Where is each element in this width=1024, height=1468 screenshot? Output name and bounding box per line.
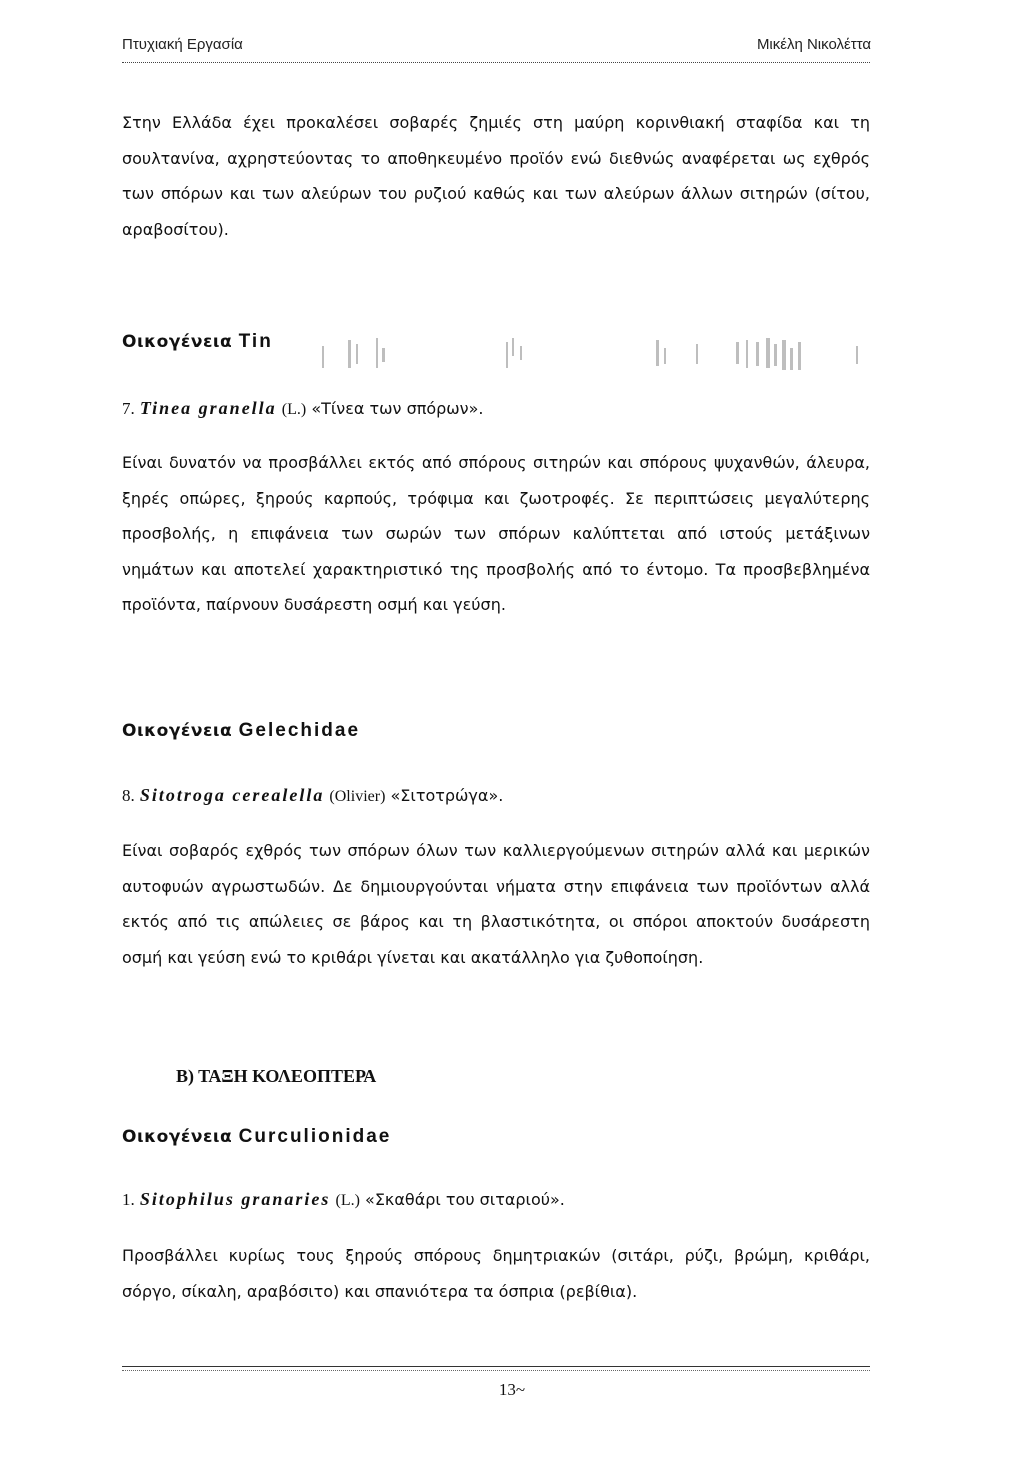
species-latin-name: Sitophilus granaries xyxy=(139,1189,331,1209)
species-7-heading xyxy=(122,398,484,419)
species-author: (L.) xyxy=(281,401,307,418)
order-heading: Β) ΤΑΞΗ ΚΟΛΕΟΠΤΕΡΑ xyxy=(176,1066,377,1086)
family-prefix: Οικογένεια xyxy=(122,332,233,352)
header-rule xyxy=(122,62,870,63)
family-name: Curculionidae xyxy=(238,1126,392,1147)
species-1-heading xyxy=(122,1189,565,1210)
species-8-heading xyxy=(122,785,503,806)
footer-rule-dotted xyxy=(122,1370,870,1371)
paragraph-species-7: Είναι δυνατόν να προσβάλλει εκτός από σπόρους σιτηρών και σπόρους ψυχανθών, άλευρα, ξηρές οπώρες, ξηρούς καρπούς, τρόφιμα και ζωοτροφές. Σε περιπτώσεις μεγαλύτερης προσβολής, η επιφάνεια των σωρών των σπόρων καλύπτεται από ιστούς μετάξινων νημάτων και αποτελεί χαρακτηριστικό της προσβολής από το έντομο. Τα προσβεβλημένα προϊόντα, παίρνουν δυσάρεστη οσμή και γεύση. xyxy=(122,453,870,614)
family-prefix: Οικογένεια xyxy=(122,721,233,741)
header-author: Μικέλη Νικολέττα xyxy=(756,36,871,53)
species-number: 1. xyxy=(122,1190,135,1209)
species-latin-name: Tinea granella xyxy=(139,398,277,418)
faded-scan-artifact xyxy=(316,334,876,378)
section-heading-curculionidae xyxy=(122,1126,391,1148)
species-latin-name: Sitotroga cerealella xyxy=(139,785,325,805)
species-common-name: «Τίνεα των σπόρων». xyxy=(311,399,484,418)
section-heading-gelechidae xyxy=(122,720,360,742)
family-name: Tin xyxy=(238,331,273,352)
paragraph-species-1: Προσβάλλει κυρίως τους ξηρούς σπόρους δημητριακών (σιτάρι, ρύζι, βρώμη, κριθάρι, σόργο, σίκαλη, αραβόσιτο) και σπανιότερα τα όσπρια (ρεβίθια). xyxy=(122,1246,870,1301)
species-author: (Olivier) xyxy=(329,788,386,805)
paragraph-intro: Στην Ελλάδα έχει προκαλέσει σοβαρές ζημιές στη μαύρη κορινθιακή σταφίδα και τη σουλτανίνα, αχρηστεύοντας το αποθηκευμένο προϊόν ενώ διεθνώς αναφέρεται ως εχθρός των σπόρων και των αλεύρων του ρυζιού καθώς και των αλεύρων άλλων σιτηρών (σίτου, αραβοσίτου). xyxy=(122,113,870,239)
species-number: 7. xyxy=(122,399,135,418)
species-common-name: «Σκαθάρι του σιταριού». xyxy=(365,1190,565,1209)
header-left-title: Πτυχιακή Εργασία xyxy=(122,36,243,53)
footer-rule xyxy=(122,1366,870,1367)
paragraph-species-8: Είναι σοβαρός εχθρός των σπόρων όλων των καλλιεργούμενων σιτηρών αλλά και μερικών αυτοφυών αγρωστωδών. Δε δημιουργούνται νήματα στην επιφάνεια των προϊόντων αλλά εκτός από τις απώλειες σε βάρος και τη βλαστικότητα, οι σπόροι αποκτούν δυσάρεστη οσμή και γεύση ενώ το κριθάρι γίνεται και ακατάλληλο για ζυθοποίηση. xyxy=(122,841,870,967)
section-heading-tineidae xyxy=(122,331,273,353)
page-number: 13~ xyxy=(498,1380,526,1399)
family-name: Gelechidae xyxy=(238,720,361,741)
species-number: 8. xyxy=(122,786,135,805)
family-prefix: Οικογένεια xyxy=(122,1127,233,1147)
species-common-name: «Σιτοτρώγα». xyxy=(390,786,504,805)
species-author: (L.) xyxy=(335,1192,360,1209)
